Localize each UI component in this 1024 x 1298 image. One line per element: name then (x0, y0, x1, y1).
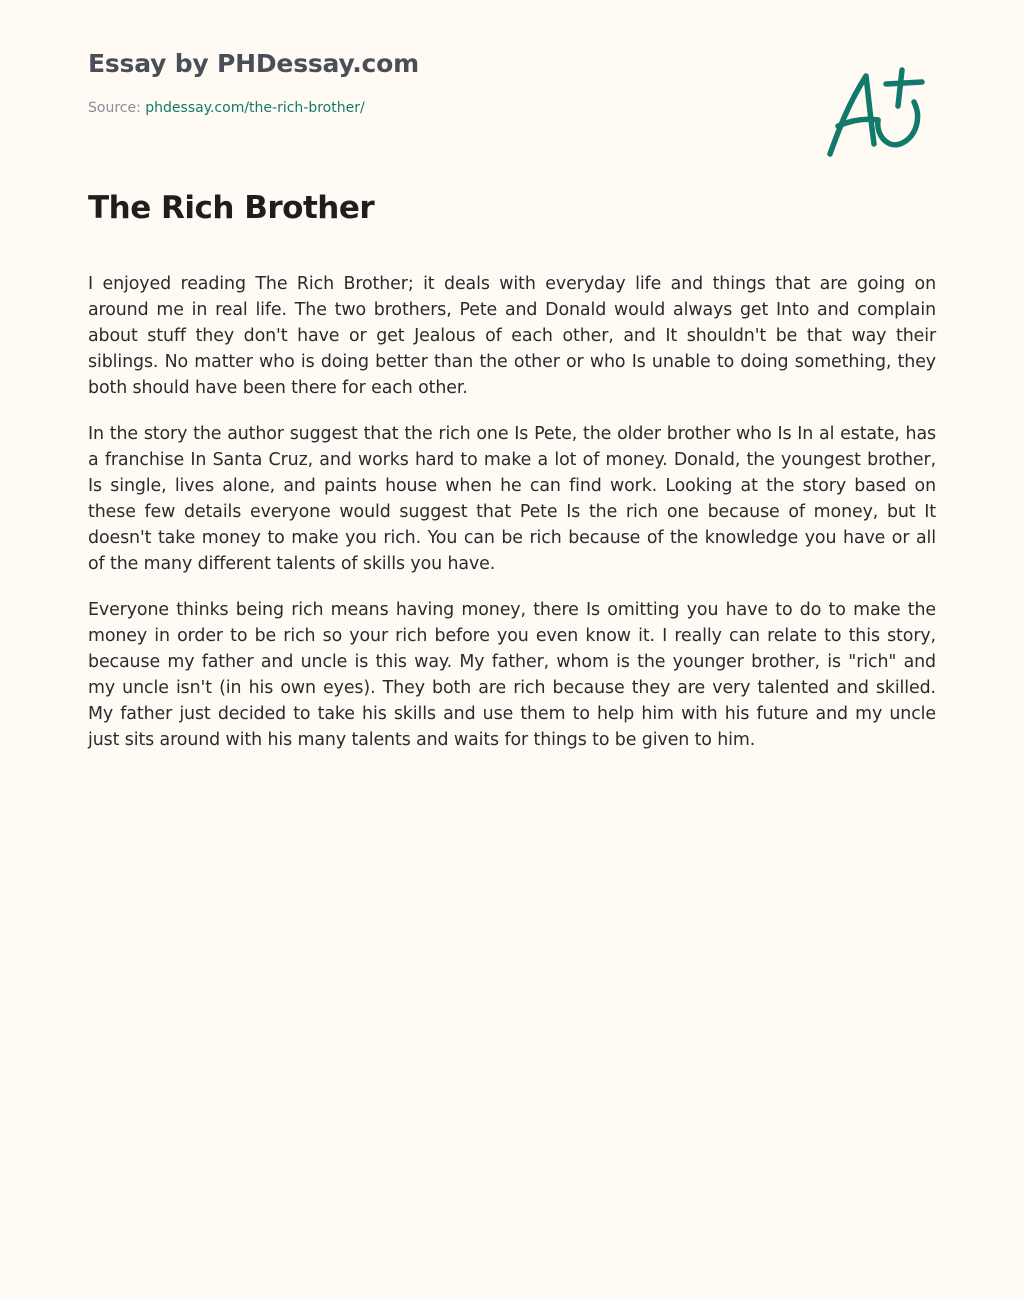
essay-paragraph: Everyone thinks being rich means having money, there Is omitting you have to do to make the money in order to be rich so your rich before you even know it. I really can relate to this story, because my father and uncle is this way. My father, whom is the younger brother, is "rich" and my uncle isn't (in his own eyes). They both are rich because they are very talented and skilled. My father just decided to take his skills and use them to help him with his future and my uncle just sits around with his many talents and waits for things to be given to him. (88, 600, 936, 750)
source-line (88, 100, 788, 116)
source-link[interactable]: phdessay.com/the-rich-brother/ (145, 100, 365, 116)
essay-body (88, 271, 936, 773)
site-title: Essay by PHDessay.com (88, 49, 419, 78)
source-label: Source: (88, 100, 146, 116)
essay-paragraph: I enjoyed reading The Rich Brother; it deals with everyday life and things that are going on around me in real life. The two brothers, Pete and Donald would always get Into and complain about stuff they don't have or get Jealous of each other, and It shouldn't be that way their siblings. No matter who is doing better than the other or who Is unable to doing something, they both should have been there for each other. (88, 274, 936, 398)
page-title: The Rich Brother (88, 190, 375, 226)
a-plus-grade-icon (822, 62, 932, 162)
essay-paragraph: In the story the author suggest that the rich one Is Pete, the older brother who Is In al estate, has a franchise In Santa Cruz, and works hard to make a lot of money. Donald, the youngest brother, Is single, lives alone, and paints house when he can find work. Looking at the story based on these few details everyone would suggest that Pete Is the rich one because of money, but It doesn't take money to make you rich. You can be rich because of the knowledge you have or all of the many different talents of skills you have. (88, 424, 936, 574)
page-header (88, 49, 788, 116)
